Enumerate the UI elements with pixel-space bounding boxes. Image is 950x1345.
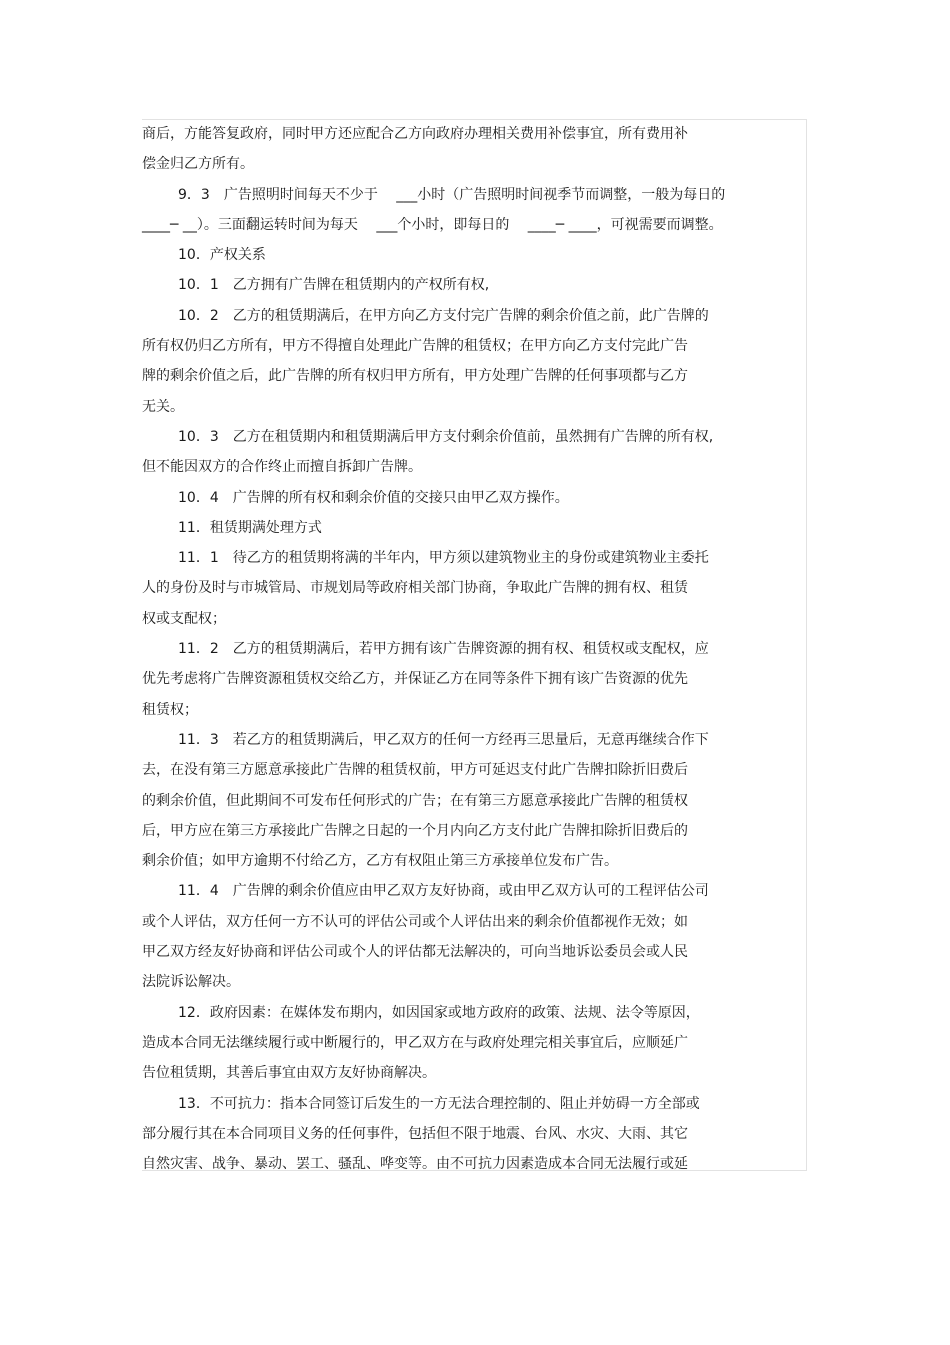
text-line: 10．2 乙方的租赁期满后，在甲方向乙方支付完广告牌的剩余价值之前，此广告牌的: [178, 307, 709, 324]
text-line: 商后，方能答复政府，同时甲方还应配合乙方向政府办理相关费用补偿事宜，所有费用补: [142, 126, 688, 142]
text-line: 租赁权；: [142, 701, 198, 718]
text-line: 11．租赁期满处理方式: [178, 519, 322, 536]
text-line: 造成本合同无法继续履行或中断履行的，甲乙双方在与政府处理完相关事宜后，应顺延广: [142, 1034, 688, 1051]
text-line: 但不能因双方的合作终止而擅自拆卸广告牌。: [142, 459, 422, 476]
text-line: 10．3 乙方在租赁期内和租赁期满后甲方支付剩余价值前，虽然拥有广告牌的所有权,: [178, 428, 714, 445]
text-line: 甲乙双方经友好协商和评估公司或个人的评估都无法解决的，可向当地诉讼委员会或人民: [142, 944, 688, 961]
text-line: 13．不可抗力：指本合同签订后发生的一方无法合理控制的、阻止并妨碍一方全部或: [178, 1095, 700, 1112]
text-line: 优先考虑将广告牌资源租赁权交给乙方，并保证乙方在同等条件下拥有该广告资源的优先: [142, 671, 688, 688]
text-line: 偿金归乙方所有。: [142, 156, 254, 173]
text-line: 告位租赁期，其善后事宜由双方友好协商解决。: [142, 1065, 436, 1082]
text-line: 所有权仍归乙方所有，甲方不得擅自处理此广告牌的租赁权；在甲方向乙方支付完此广告: [142, 338, 688, 355]
text-line: 部分履行其在本合同项目义务的任何事件，包括但不限于地震、台风、水灾、大雨、其它: [142, 1125, 688, 1142]
text-line: 11．3 若乙方的租赁期满后，甲乙双方的任何一方经再三思量后，无意再继续合作下: [178, 731, 709, 748]
text-line: 无关。: [142, 398, 184, 415]
text-line: 人的身份及时与市城管局、市规划局等政府相关部门协商，争取此广告牌的拥有权、租赁: [142, 580, 688, 597]
text-line: 的剩余价值，但此期间不可发布任何形式的广告；在有第三方愿意承接此广告牌的租赁权: [142, 792, 688, 809]
text-line: ____─ __）。三面翻运转时间为每天 ___个小时，即每日的 ____─ ____，可视需要而调整。: [142, 216, 723, 233]
text-line: 10．产权关系: [178, 247, 266, 264]
text-line: 9．3 广告照明时间每天不少于 ___小时（广告照明时间视季节而调整，一般为每日的: [178, 186, 726, 203]
document-body: [142, 119, 802, 1179]
text-line: 12．政府因素：在媒体发布期内，如因国家或地方政府的政策、法规、法令等原因，: [178, 1004, 700, 1021]
text-line: 剩余价值；如甲方逾期不付给乙方，乙方有权阻止第三方承接单位发布广告。: [142, 853, 618, 870]
text-line: 法院诉讼解决。: [142, 974, 240, 991]
text-line: 11．1 待乙方的租赁期将满的半年内，甲方须以建筑物业主的身份或建筑物业主委托: [178, 550, 709, 567]
text-line: 或个人评估，双方任何一方不认可的评估公司或个人评估出来的剩余价值都视作无效；如: [142, 913, 688, 930]
text-line: 权或支配权；: [142, 610, 226, 627]
text-line: 10．4 广告牌的所有权和剩余价值的交接只由甲乙双方操作。: [178, 489, 569, 506]
text-line: 后，甲方应在第三方承接此广告牌之日起的一个月内向乙方支付此广告牌扣除折旧费后的: [142, 822, 688, 839]
text-line: 去，在没有第三方愿意承接此广告牌的租赁权前，甲方可延迟支付此广告牌扣除折旧费后: [142, 762, 688, 779]
text-line: 11．4 广告牌的剩余价值应由甲乙双方友好协商，或由甲乙双方认可的工程评估公司: [178, 883, 709, 900]
text-line: 10．1 乙方拥有广告牌在租赁期内的产权所有权,: [178, 277, 490, 294]
text-line: 牌的剩余价值之后，此广告牌的所有权归甲方所有，甲方处理广告牌的任何事项都与乙方: [142, 368, 688, 385]
text-line: 11．2 乙方的租赁期满后，若甲方拥有该广告牌资源的拥有权、租赁权或支配权，应: [178, 641, 709, 658]
text-line: 自然灾害、战争、暴动、罢工、骚乱、哗变等。由不可抗力因素造成本合同无法履行或延: [142, 1156, 688, 1173]
